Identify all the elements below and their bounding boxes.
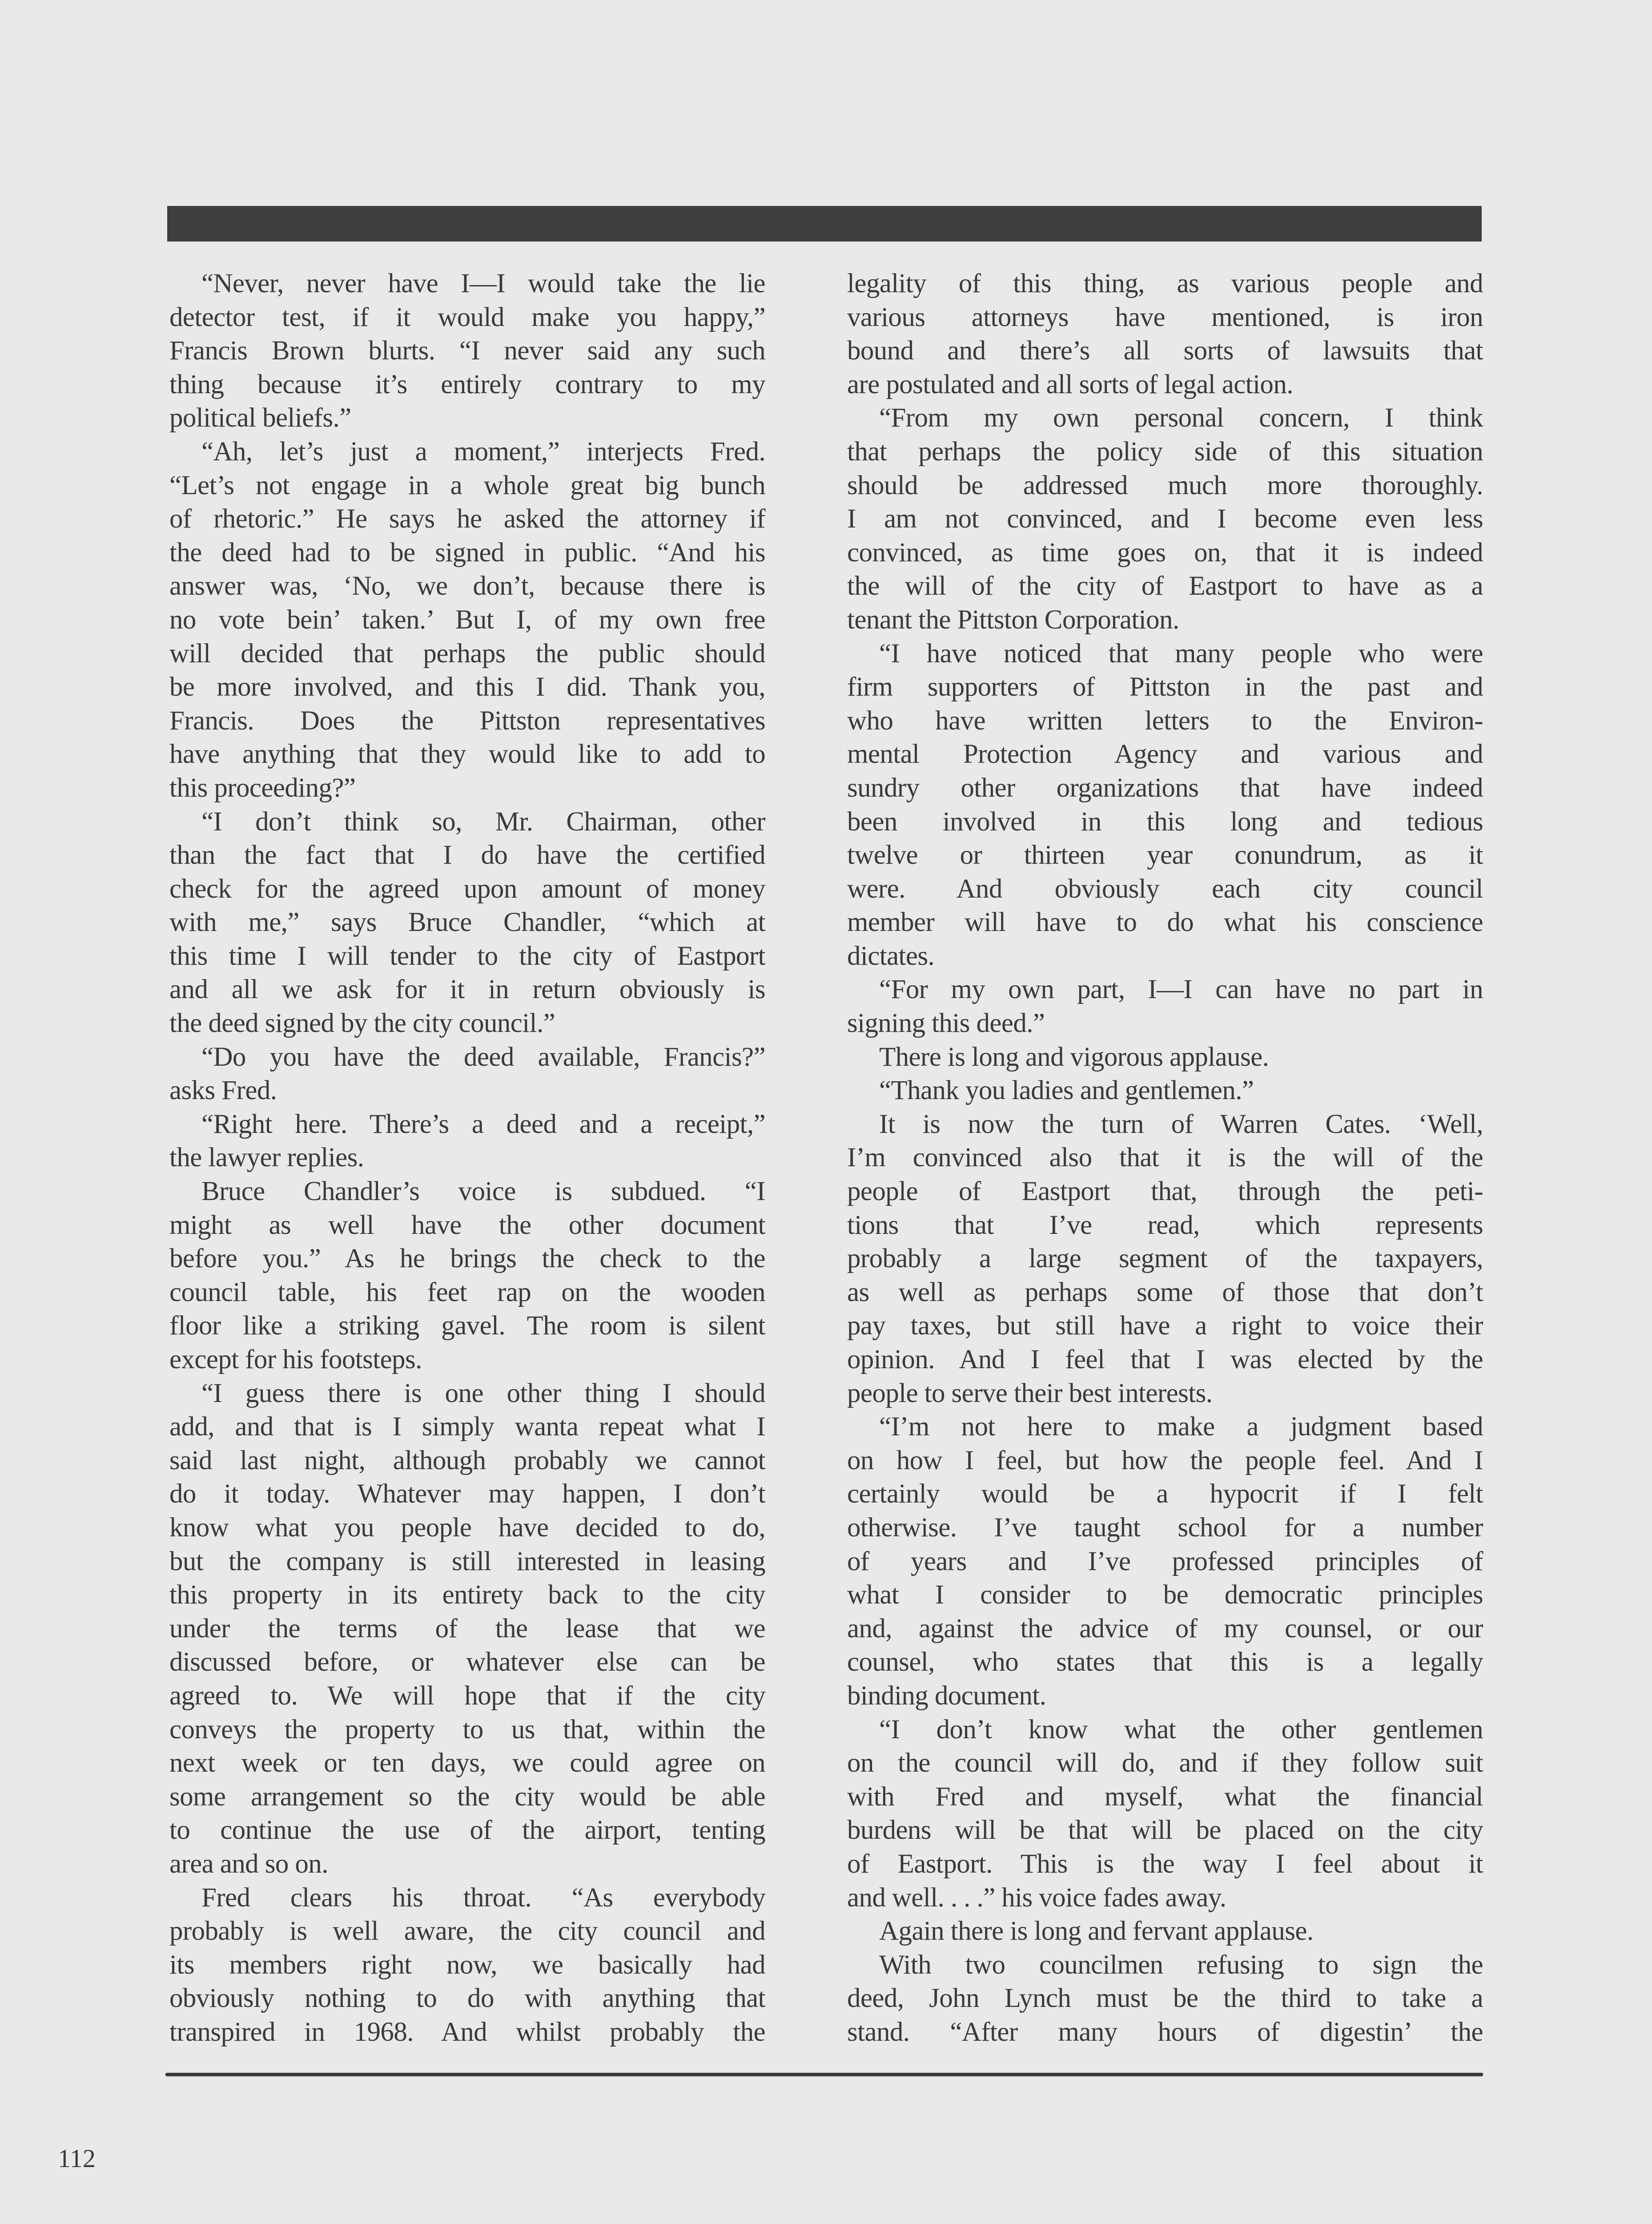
text-line: the deed had to be signed in public. “And his: [169, 537, 765, 568]
text-line: I am not convinced, and I become even less: [847, 504, 1483, 534]
text-line: people of Eastport that, through the peti-: [847, 1176, 1483, 1207]
text-line: council table, his feet rap on the wooden: [169, 1277, 765, 1307]
text-line: some arrangement so the city would be able: [169, 1781, 765, 1812]
text-line: stand. “After many hours of digestin’ the: [847, 2017, 1483, 2047]
text-line: add, and that is I simply wanta repeat what I: [169, 1412, 765, 1442]
text-line: “Ah, let’s just a moment,” interjects Fred.: [201, 436, 765, 467]
footer-rule: [165, 2073, 1483, 2076]
text-line: “Never, never have I—I would take the lie: [201, 269, 765, 298]
text-line: Francis Brown blurts. “I never said any such: [169, 336, 765, 366]
text-line: its members right now, we basically had: [169, 1950, 765, 1980]
text-line: asks Fred.: [169, 1076, 277, 1106]
text-line: signing this deed.”: [847, 1008, 1045, 1039]
left-column: [169, 267, 765, 2049]
text-line: do it today. Whatever may happen, I don’t: [169, 1479, 765, 1509]
text-line: with Fred and myself, what the financial: [847, 1781, 1483, 1812]
text-line: next week or ten days, we could agree on: [169, 1748, 765, 1778]
text-line: obviously nothing to do with anything that: [169, 1983, 765, 2014]
text-line: on how I feel, but how the people feel. And I: [847, 1445, 1483, 1475]
text-line: except for his footsteps.: [169, 1345, 422, 1374]
right-column: [847, 267, 1483, 2049]
text-line: member will have to do what his conscience: [847, 907, 1483, 938]
text-line: burdens will be that will be placed on the city: [847, 1815, 1483, 1845]
text-line: said last night, although probably we cannot: [169, 1445, 765, 1475]
text-line: but the company is still interested in leasing: [169, 1546, 765, 1576]
text-line: what I consider to be democratic principles: [847, 1580, 1483, 1610]
text-line: agreed to. We will hope that if the city: [169, 1680, 765, 1711]
text-line: than the fact that I do have the certified: [169, 840, 765, 870]
text-line: “Do you have the deed available, Francis?”: [201, 1042, 765, 1072]
text-line: and well. . . .” his voice fades away.: [847, 1882, 1226, 1913]
text-line: probably is well aware, the city council and: [169, 1916, 765, 1946]
text-line: “For my own part, I—I can have no part in: [879, 975, 1483, 1005]
text-line: might as well have the other document: [169, 1210, 765, 1240]
text-line: floor like a striking gavel. The room is silent: [169, 1311, 765, 1341]
text-line: area and so on.: [169, 1849, 328, 1879]
text-line: political beliefs.”: [169, 403, 351, 433]
text-line: “I’m not here to make a judgment based: [879, 1412, 1483, 1442]
text-line: the lawyer replies.: [169, 1143, 364, 1173]
text-line: certainly would be a hypocrit if I felt: [847, 1479, 1483, 1509]
text-line: check for the agreed upon amount of money: [169, 874, 765, 904]
text-line: bound and there’s all sorts of lawsuits that: [847, 336, 1483, 366]
text-line: this property in its entirety back to the city: [169, 1580, 765, 1610]
text-line: thing because it’s entirely contrary to my: [169, 369, 765, 399]
text-line: dictates.: [847, 941, 935, 971]
text-line: transpired in 1968. And whilst probably the: [169, 2017, 765, 2047]
text-line: Again there is long and fervant applause.: [879, 1916, 1314, 1946]
text-line: counsel, who states that this is a legally: [847, 1647, 1483, 1677]
text-line: “From my own personal concern, I think: [879, 403, 1483, 433]
text-line: “I have noticed that many people who were: [879, 638, 1483, 669]
text-line: who have written letters to the Environ-: [847, 705, 1483, 736]
text-line: before you.” As he brings the check to the: [169, 1244, 765, 1274]
text-line: the will of the city of Eastport to have as a: [847, 571, 1483, 601]
text-line: mental Protection Agency and various and: [847, 739, 1483, 770]
text-line: binding document.: [847, 1680, 1046, 1711]
text-line: convinced, as time goes on, that it is indeed: [847, 537, 1483, 568]
text-line: are postulated and all sorts of legal action.: [847, 369, 1293, 399]
text-line: “I guess there is one other thing I should: [201, 1378, 765, 1408]
text-line: will decided that perhaps the public should: [169, 638, 765, 669]
text-line: be more involved, and this I did. Thank you,: [169, 672, 765, 702]
text-line: know what you people have decided to do,: [169, 1512, 765, 1543]
text-line: this time I will tender to the city of Eastport: [169, 941, 765, 971]
header-rule-bar: [167, 206, 1482, 242]
text-line: firm supporters of Pittston in the past and: [847, 672, 1483, 702]
text-line: and, against the advice of my counsel, or our: [847, 1613, 1483, 1644]
text-line: pay taxes, but still have a right to voice their: [847, 1311, 1483, 1341]
text-line: opinion. And I feel that I was elected by the: [847, 1345, 1483, 1374]
text-line: have anything that they would like to add to: [169, 739, 765, 770]
text-line: to continue the use of the airport, tenting: [169, 1815, 765, 1845]
text-line: that perhaps the policy side of this situation: [847, 436, 1483, 467]
text-line: probably a large segment of the taxpayers,: [847, 1244, 1483, 1274]
text-line: Bruce Chandler’s voice is subdued. “I: [201, 1176, 765, 1207]
text-line: “I don’t know what the other gentlemen: [879, 1714, 1483, 1745]
text-line: of Eastport. This is the way I feel about it: [847, 1849, 1483, 1879]
text-line: “Right here. There’s a deed and a receipt,”: [201, 1109, 765, 1139]
text-line: as well as perhaps some of those that don’t: [847, 1277, 1483, 1307]
text-line: detector test, if it would make you happy,”: [169, 302, 765, 332]
text-line: Fred clears his throat. “As everybody: [201, 1882, 765, 1913]
text-line: deed, John Lynch must be the third to take a: [847, 1983, 1483, 2014]
text-line: people to serve their best interests.: [847, 1378, 1213, 1408]
text-line: tenant the Pittston Corporation.: [847, 604, 1179, 635]
text-line: no vote bein’ taken.’ But I, of my own free: [169, 604, 765, 635]
text-line: should be addressed much more thoroughly.: [847, 470, 1483, 500]
text-line: answer was, ‘No, we don’t, because there is: [169, 571, 765, 601]
text-line: twelve or thirteen year conundrum, as it: [847, 840, 1483, 870]
text-line: discussed before, or whatever else can be: [169, 1647, 765, 1677]
text-line: It is now the turn of Warren Cates. ‘Well,: [879, 1109, 1483, 1139]
text-line: on the council will do, and if they follow suit: [847, 1748, 1483, 1778]
text-line: been involved in this long and tedious: [847, 806, 1483, 837]
text-line: I’m convinced also that it is the will of the: [847, 1143, 1483, 1173]
text-line: with me,” says Bruce Chandler, “which at: [169, 907, 765, 938]
text-line: of rhetoric.” He says he asked the attorney if: [169, 504, 765, 534]
text-line: Francis. Does the Pittston representatives: [169, 705, 765, 736]
text-line: conveys the property to us that, within the: [169, 1714, 765, 1745]
text-line: legality of this thing, as various people and: [847, 269, 1483, 298]
text-line: the deed signed by the city council.”: [169, 1008, 555, 1039]
text-line: “I don’t think so, Mr. Chairman, other: [201, 806, 765, 837]
text-line: “Let’s not engage in a whole great big bunch: [169, 470, 765, 500]
text-line: There is long and vigorous applause.: [879, 1042, 1269, 1072]
text-line: and all we ask for it in return obviously is: [169, 975, 765, 1005]
text-line: With two councilmen refusing to sign the: [879, 1950, 1483, 1980]
page-number: 112: [58, 2144, 96, 2173]
text-line: sundry other organizations that have indeed: [847, 773, 1483, 803]
text-line: otherwise. I’ve taught school for a number: [847, 1512, 1483, 1543]
text-line: of years and I’ve professed principles of: [847, 1546, 1483, 1576]
text-line: were. And obviously each city council: [847, 874, 1483, 904]
text-line: under the terms of the lease that we: [169, 1613, 765, 1644]
text-line: tions that I’ve read, which represents: [847, 1210, 1483, 1240]
text-line: this proceeding?”: [169, 773, 356, 803]
text-line: “Thank you ladies and gentlemen.”: [879, 1076, 1254, 1106]
text-line: various attorneys have mentioned, is iron: [847, 302, 1483, 332]
